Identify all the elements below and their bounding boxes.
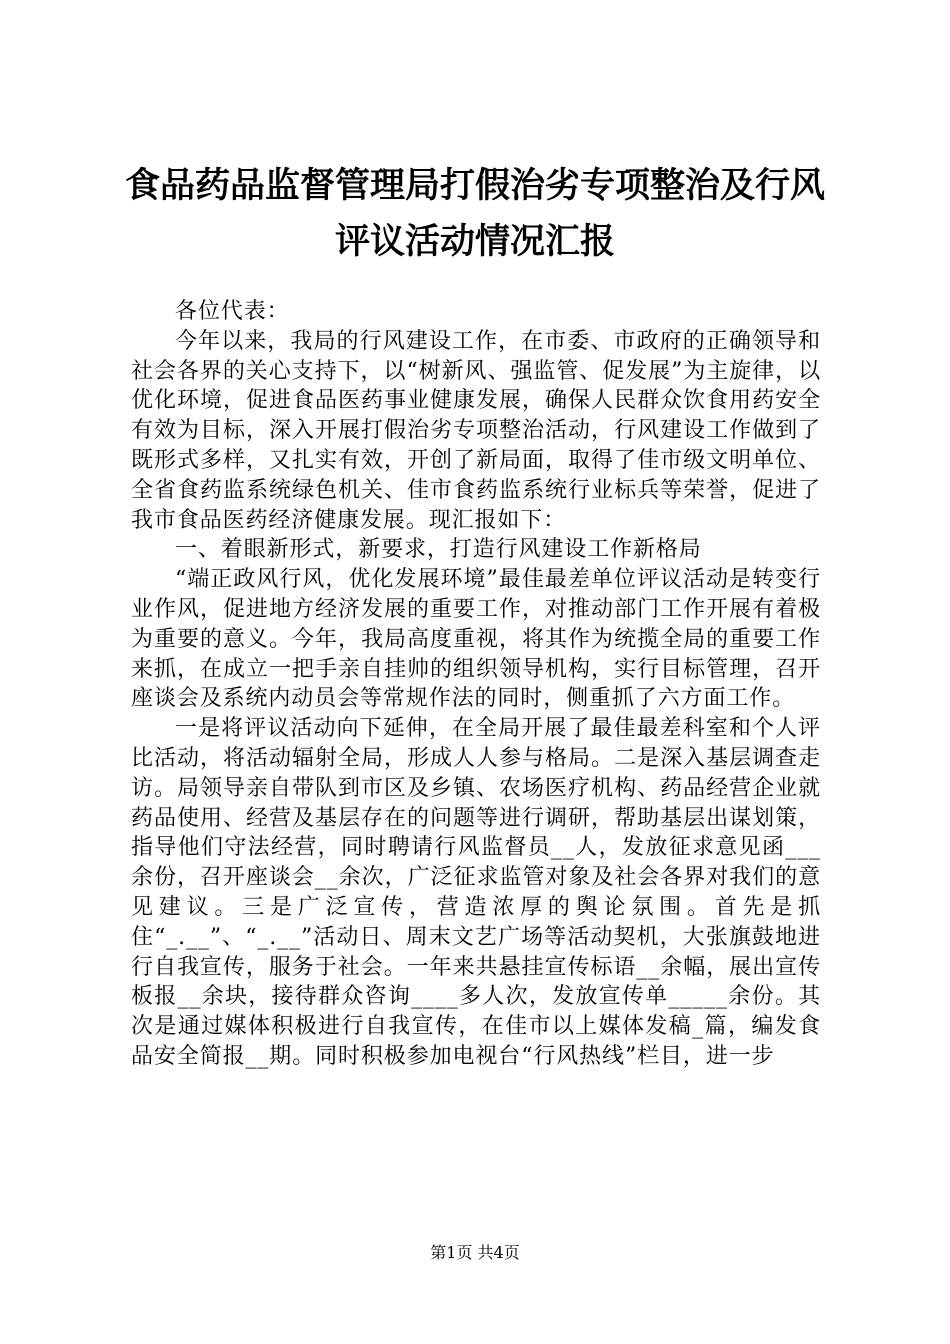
body-paragraph: “端正政风行风，优化发展环境”最佳最差单位评议活动是转变行业作风，促进地方经济发展的重要工作，对推动部门工作开展有着极为重要的意义。今年，我局高度重视，将其作为统揽全局的重要工作来抓，在成立一把手亲自挂帅的组织领导机构，实行目标管理，召开座谈会及系统内动员会等常规作法的同时，侧重抓了六方面工作。 [131,567,821,712]
document-body [131,297,821,1072]
salutation: 各位代表： [175,299,290,324]
section-heading: 一、着眼新形式，新要求，打造行风建设工作新格局 [175,537,702,563]
body-paragraph: 今年以来，我局的行风建设工作，在市委、市政府的正确领导和社会各界的关心支持下，以“树新风、强监管、促发展”为主旋律，以优化环境，促进食品医药事业健康发展，确保人民群众饮食用药安全有效为目标，深入开展打假治劣专项整治活动，行风建设工作做到了既形式多样，又扎实有效，开创了新局面，取得了佳市级文明单位、全省食药监系统绿色机关、佳市食药监系统行业标兵等荣誉，促进了我市食品医药经济健康发展。现汇报如下： [131,328,821,533]
document-title-line-1: 食品药品监督管理局打假治劣专项整治及行风 [124,166,825,206]
page-footer: 第1页 共4页 [430,1243,520,1262]
document-title-line-2: 评议活动情况汇报 [334,222,615,262]
body-paragraph: 一是将评议活动向下延伸，在全局开展了最佳最差科室和个人评比活动，将活动辐射全局，形成人人参与格局。二是深入基层调查走访。局领导亲自带队到市区及乡镇、农场医疗机构、药品经营企业就药品使用、经营及基层存在的问题等进行调研，帮助基层出谋划策，指导他们守法经营，同时聘请行风监督员__人，发放征求意见函___余份，召开座谈会__余次，广泛征求监管对象及社会各界对我们的意见建议。三是广泛宣传，营造浓厚的舆论氛围。首先是抓住“_.__”、“_.__”活动日、周末文艺广场等活动契机，大张旗鼓地进行自我宣传，服务于社会。一年来共悬挂宣传标语__余幅，展出宣传板报__余块，接待群众咨询____多人次，发放宣传单_____余份。其次是通过媒体积极进行自我宣传，在佳市以上媒体发稿_篇，编发食品安全简报__期。同时积极参加电视台“行风热线”栏目，进一步 [131,716,821,1069]
